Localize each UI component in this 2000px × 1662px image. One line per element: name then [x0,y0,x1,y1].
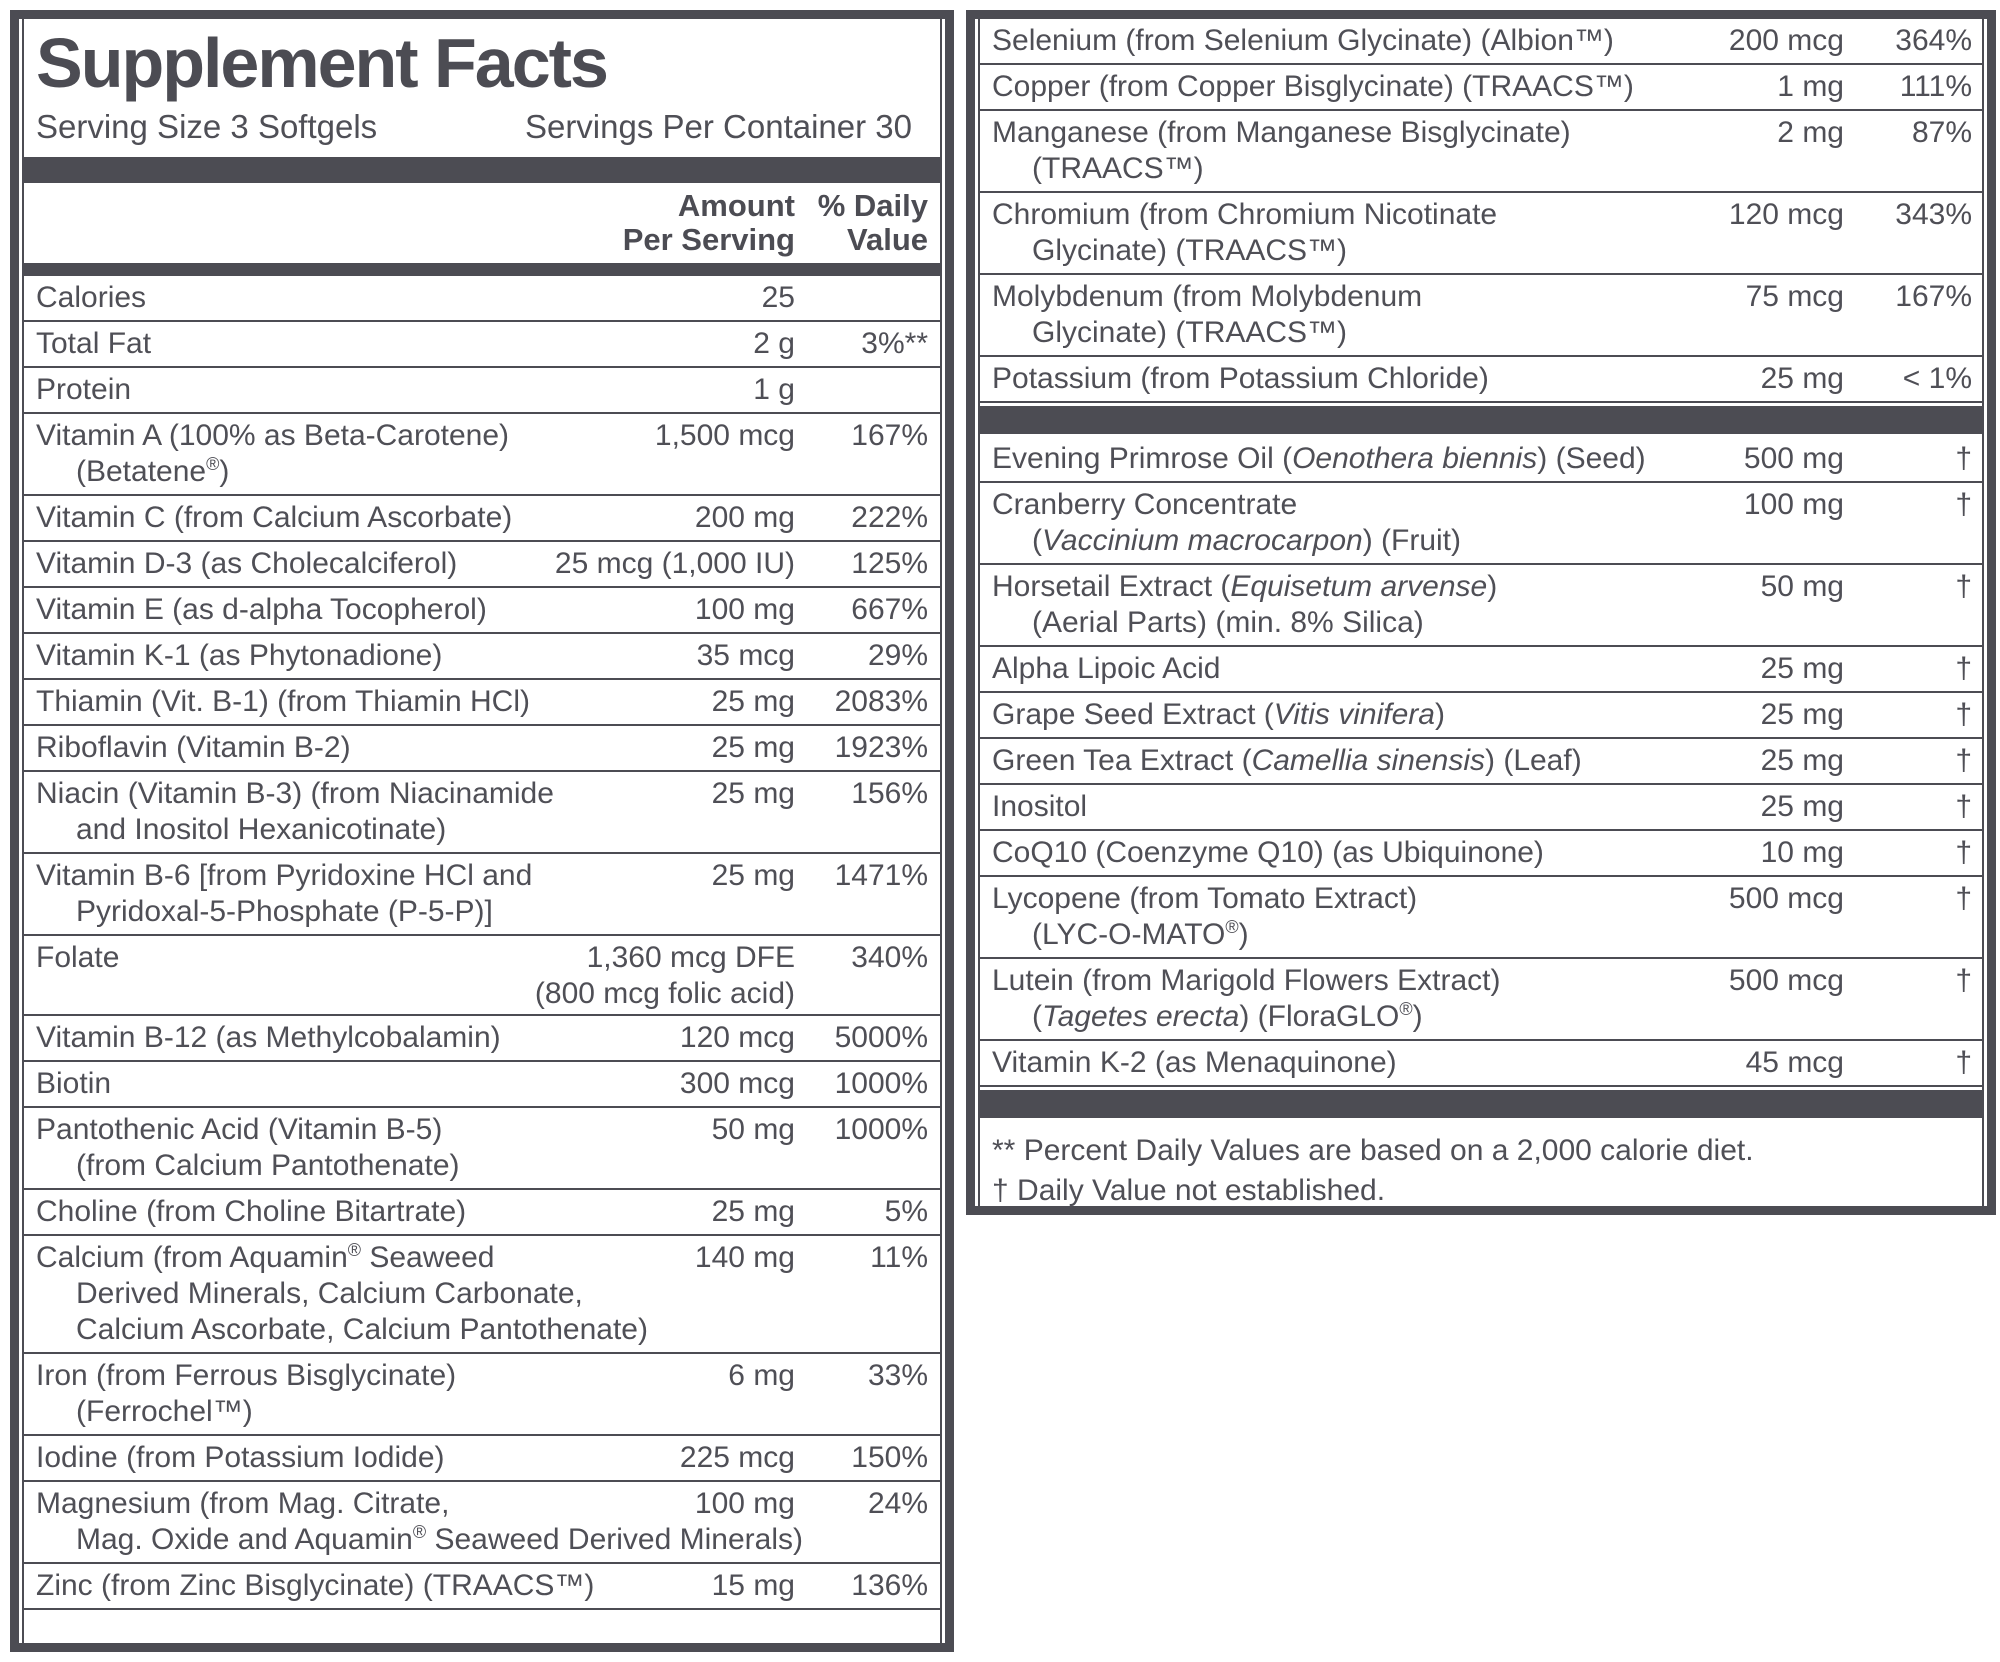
amount-per-serving: 6 mg [728,1359,795,1392]
nutrient-row [980,565,1982,647]
nutrient-rows-left [24,276,940,1610]
amount-per-serving: 25 mg [1760,744,1844,777]
daily-value: 87% [1911,116,1972,149]
amount-per-serving: 1 mg [1777,70,1844,103]
nutrient-name: Vitamin B-6 [from Pyridoxine HCl and Pyridoxal-5-Phosphate (P-5-P)] [36,859,533,928]
daily-value: † [1955,652,1972,685]
nutrient-row [980,437,1982,483]
amount-per-serving: 25 mg [1760,698,1844,731]
daily-value: 667% [851,593,928,626]
dv-header-line1: % Daily [817,188,928,223]
nutrient-row [980,959,1982,1041]
amount-per-serving: 500 mcg [1728,882,1844,915]
nutrient-name: Choline (from Choline Bitartrate) [36,1195,467,1228]
amount-per-serving: 200 mg [694,501,795,534]
amount-header-line1: Amount [677,188,795,223]
amount-per-serving: 140 mg [694,1241,795,1274]
nutrient-name: Magnesium (from Mag. Citrate, Mag. Oxide and Aquamin® Seaweed Derived Minerals) [36,1487,803,1556]
nutrient-row [24,276,940,322]
amount-per-serving: 25 mg [1760,652,1844,685]
nutrient-row [24,542,940,588]
nutrient-row [24,1482,940,1564]
daily-value: 136% [851,1569,928,1602]
amount-per-serving: 2 g [753,327,795,360]
nutrient-row [980,647,1982,693]
amount-per-serving: 25 mg [711,731,795,764]
nutrient-row [980,111,1982,193]
nutrient-name: Biotin [36,1067,112,1100]
amount-per-serving: 25 mg [711,685,795,718]
nutrient-row [24,936,940,1016]
amount-per-serving: 50 mg [711,1113,795,1146]
nutrient-name: Vitamin E (as d-alpha Tocopherol) [36,593,487,626]
amount-per-serving: 225 mcg [679,1441,795,1474]
daily-value: † [1955,442,1972,475]
nutrient-name: Chromium (from Chromium Nicotinate Glycinate) (TRAACS™) [992,198,1498,267]
nutrient-name: Total Fat [36,327,152,360]
nutrient-name: Pantothenic Acid (Vitamin B-5) (from Calcium Pantothenate) [36,1113,460,1182]
footnotes [980,1121,1982,1206]
amount-per-serving: 25 mg [1760,790,1844,823]
nutrient-row [980,785,1982,831]
amount-per-serving: 75 mcg [1745,280,1844,313]
nutrient-name: Green Tea Extract (Camellia sinensis) (Leaf) [992,744,1582,777]
nutrient-row [24,496,940,542]
nutrient-row [980,193,1982,275]
amount-per-serving: 1,500 mcg [654,419,795,452]
daily-value: 5% [884,1195,928,1228]
column-header [24,189,940,261]
amount-per-serving: 1 g [753,373,795,406]
footnote-line [992,1171,1970,1206]
daily-value: † [1955,836,1972,869]
nutrient-row [980,831,1982,877]
divider-bar [24,157,940,183]
amount-per-serving: 15 mg [711,1569,795,1602]
nutrient-row [980,693,1982,739]
amount-per-serving: 2 mg [1777,116,1844,149]
nutrient-row [24,1190,940,1236]
daily-value: 222% [851,501,928,534]
nutrient-name: Cranberry Concentrate (Vaccinium macrocarpon) (Fruit) [992,488,1461,557]
nutrient-row [24,1564,940,1610]
amount-column-header [623,189,795,257]
nutrient-row [980,1041,1982,1087]
nutrient-name: Calories [36,281,147,314]
nutrient-row [980,877,1982,959]
nutrient-name: Vitamin D-3 (as Cholecalciferol) [36,547,458,580]
nutrient-name: Horsetail Extract (Equisetum arvense) (Aerial Parts) (min. 8% Silica) [992,570,1498,639]
daily-value: † [1955,1046,1972,1079]
amount-per-serving: 25 mcg (1,000 IU) [554,547,795,580]
nutrient-name: Vitamin K-2 (as Menaquinone) [992,1046,1397,1079]
daily-value: < 1% [1902,362,1972,395]
nutrient-row [24,1236,940,1354]
nutrient-name: Zinc (from Zinc Bisglycinate) (TRAACS™) [36,1569,595,1602]
dv-header-line2: Value [847,222,928,257]
daily-value: 1923% [834,731,928,764]
nutrient-name: Inositol [992,790,1088,823]
nutrient-row [24,1436,940,1482]
amount-per-serving: 120 mcg [1728,198,1844,231]
supplement-facts-panel-left [10,10,954,1652]
nutrient-name: CoQ10 (Coenzyme Q10) (as Ubiquinone) [992,836,1544,869]
footnote-text: Percent Daily Values are based on a 2,000 calorie diet. [1023,1134,1754,1167]
nutrient-row [24,634,940,680]
nutrient-name: Vitamin K-1 (as Phytonadione) [36,639,443,672]
daily-value: 364% [1895,24,1972,57]
supplement-facts-panel-right [966,10,1996,1215]
amount-per-serving: 35 mcg [696,639,795,672]
nutrient-rows-botanicals [980,437,1982,1087]
serving-info [24,99,940,157]
daily-value: † [1955,488,1972,521]
amount-per-serving: 120 mcg [679,1021,795,1054]
nutrient-name: Lycopene (from Tomato Extract) (LYC-O-MATO®) [992,882,1418,951]
daily-value: 11% [870,1241,928,1274]
amount-per-serving: 100 mg [1743,488,1844,521]
daily-value: 29% [867,639,928,672]
nutrient-row [980,275,1982,357]
nutrient-row [24,772,940,854]
daily-value: 24% [867,1487,928,1520]
nutrient-name: Vitamin B-12 (as Methylcobalamin) [36,1021,501,1054]
amount-per-serving: 25 mg [711,1195,795,1228]
servings-per-container-label: Servings Per Container 30 [524,108,912,145]
nutrient-name: Iron (from Ferrous Bisglycinate) (Ferrochel™) [36,1359,457,1428]
daily-value: 167% [851,419,928,452]
amount-per-serving: 100 mg [694,1487,795,1520]
serving-size-label: Serving Size 3 Softgels [36,108,378,145]
amount-per-serving: 100 mg [694,593,795,626]
daily-value: † [1955,698,1972,731]
amount-per-serving: 200 mcg [1728,24,1844,57]
nutrient-name: Alpha Lipoic Acid [992,652,1221,685]
nutrient-rows-minerals [980,19,1982,403]
daily-value: † [1955,790,1972,823]
nutrient-name: Riboflavin (Vitamin B-2) [36,731,351,764]
daily-value: 5000% [834,1021,928,1054]
nutrient-name: Potassium (from Potassium Chloride) [992,362,1489,395]
nutrient-name: Iodine (from Potassium Iodide) [36,1441,445,1474]
nutrient-name: Calcium (from Aquamin® Seaweed Derived Minerals, Calcium Carbonate, Calcium Ascorbate, Calcium Pantothenate) [36,1240,648,1346]
nutrient-name: Vitamin C (from Calcium Ascorbate) [36,501,513,534]
nutrient-row [24,1108,940,1190]
amount-per-serving: 10 mg [1760,836,1844,869]
nutrient-row [24,322,940,368]
nutrient-row [980,739,1982,785]
nutrient-row [24,1062,940,1108]
daily-value: 167% [1895,280,1972,313]
amount-per-serving: 25 mg [711,859,795,892]
nutrient-name: Manganese (from Manganese Bisglycinate) (TRAACS™) [992,116,1571,185]
page-title: Supplement Facts [36,24,607,102]
nutrient-row [24,1354,940,1436]
daily-value: 343% [1895,198,1972,231]
amount-per-serving: 25 [761,281,795,314]
daily-value: 33% [867,1359,928,1392]
nutrient-name: Selenium (from Selenium Glycinate) (Albion™) [992,24,1614,57]
footnote-marker: † [992,1174,1018,1206]
daily-value: 3%** [861,327,928,360]
nutrient-name: Grape Seed Extract (Vitis vinifera) [992,698,1445,731]
daily-value: 150% [851,1441,928,1474]
nutrient-name: Molybdenum (from Molybdenum Glycinate) (TRAACS™) [992,280,1423,349]
footnote-marker: ** [992,1134,1024,1167]
panel-right-inner [978,19,1984,1206]
footnote-text: Daily Value not established. [1017,1174,1386,1206]
daily-value: † [1955,882,1972,915]
amount-per-serving: 1,360 mcg DFE (800 mcg folic acid) [534,941,795,1010]
daily-value: 1000% [834,1067,928,1100]
footnote-line [992,1131,1970,1171]
daily-value: † [1955,570,1972,603]
nutrient-row [24,680,940,726]
nutrient-row [980,65,1982,111]
nutrient-name: Copper (from Copper Bisglycinate) (TRAACS™) [992,70,1634,103]
divider-bar [980,406,1982,434]
nutrient-row [24,854,940,936]
nutrient-name: Vitamin A (100% as Beta-Carotene) (Betatene®) [36,419,510,488]
nutrient-name: Evening Primrose Oil (Oenothera biennis) (Seed) [992,442,1646,475]
divider-bar [24,263,940,276]
amount-per-serving: 500 mcg [1728,964,1844,997]
nutrient-row [24,368,940,414]
nutrient-name: Lutein (from Marigold Flowers Extract) (Tagetes erecta) (FloraGLO®) [992,964,1501,1033]
amount-header-line2: Per Serving [622,222,795,257]
daily-value: † [1955,744,1972,777]
amount-per-serving: 300 mcg [679,1067,795,1100]
daily-value: 2083% [834,685,928,718]
nutrient-name: Protein [36,373,132,406]
daily-value: † [1955,964,1972,997]
nutrient-name: Folate [36,941,120,974]
nutrient-name: Thiamin (Vit. B-1) (from Thiamin HCl) [36,685,530,718]
amount-per-serving: 25 mg [1760,362,1844,395]
amount-per-serving: 45 mcg [1745,1046,1844,1079]
nutrient-row [24,726,940,772]
nutrient-row [980,483,1982,565]
daily-value: 156% [851,777,928,810]
daily-value: 1000% [834,1113,928,1146]
nutrient-row [980,357,1982,403]
amount-per-serving: 25 mg [711,777,795,810]
nutrient-row [24,1016,940,1062]
daily-value: 340% [851,941,928,974]
divider-bar [980,1090,1982,1118]
nutrient-name: Niacin (Vitamin B-3) (from Niacinamide and Inositol Hexanicotinate) [36,777,554,846]
amount-per-serving: 500 mg [1743,442,1844,475]
panel-left-inner [22,19,942,1643]
amount-per-serving: 50 mg [1760,570,1844,603]
nutrient-row [24,588,940,634]
nutrient-row [980,19,1982,65]
daily-value: 111% [1899,70,1972,103]
daily-value: 125% [851,547,928,580]
daily-value: 1471% [834,859,928,892]
nutrient-row [24,414,940,496]
daily-value-column-header [818,189,928,257]
